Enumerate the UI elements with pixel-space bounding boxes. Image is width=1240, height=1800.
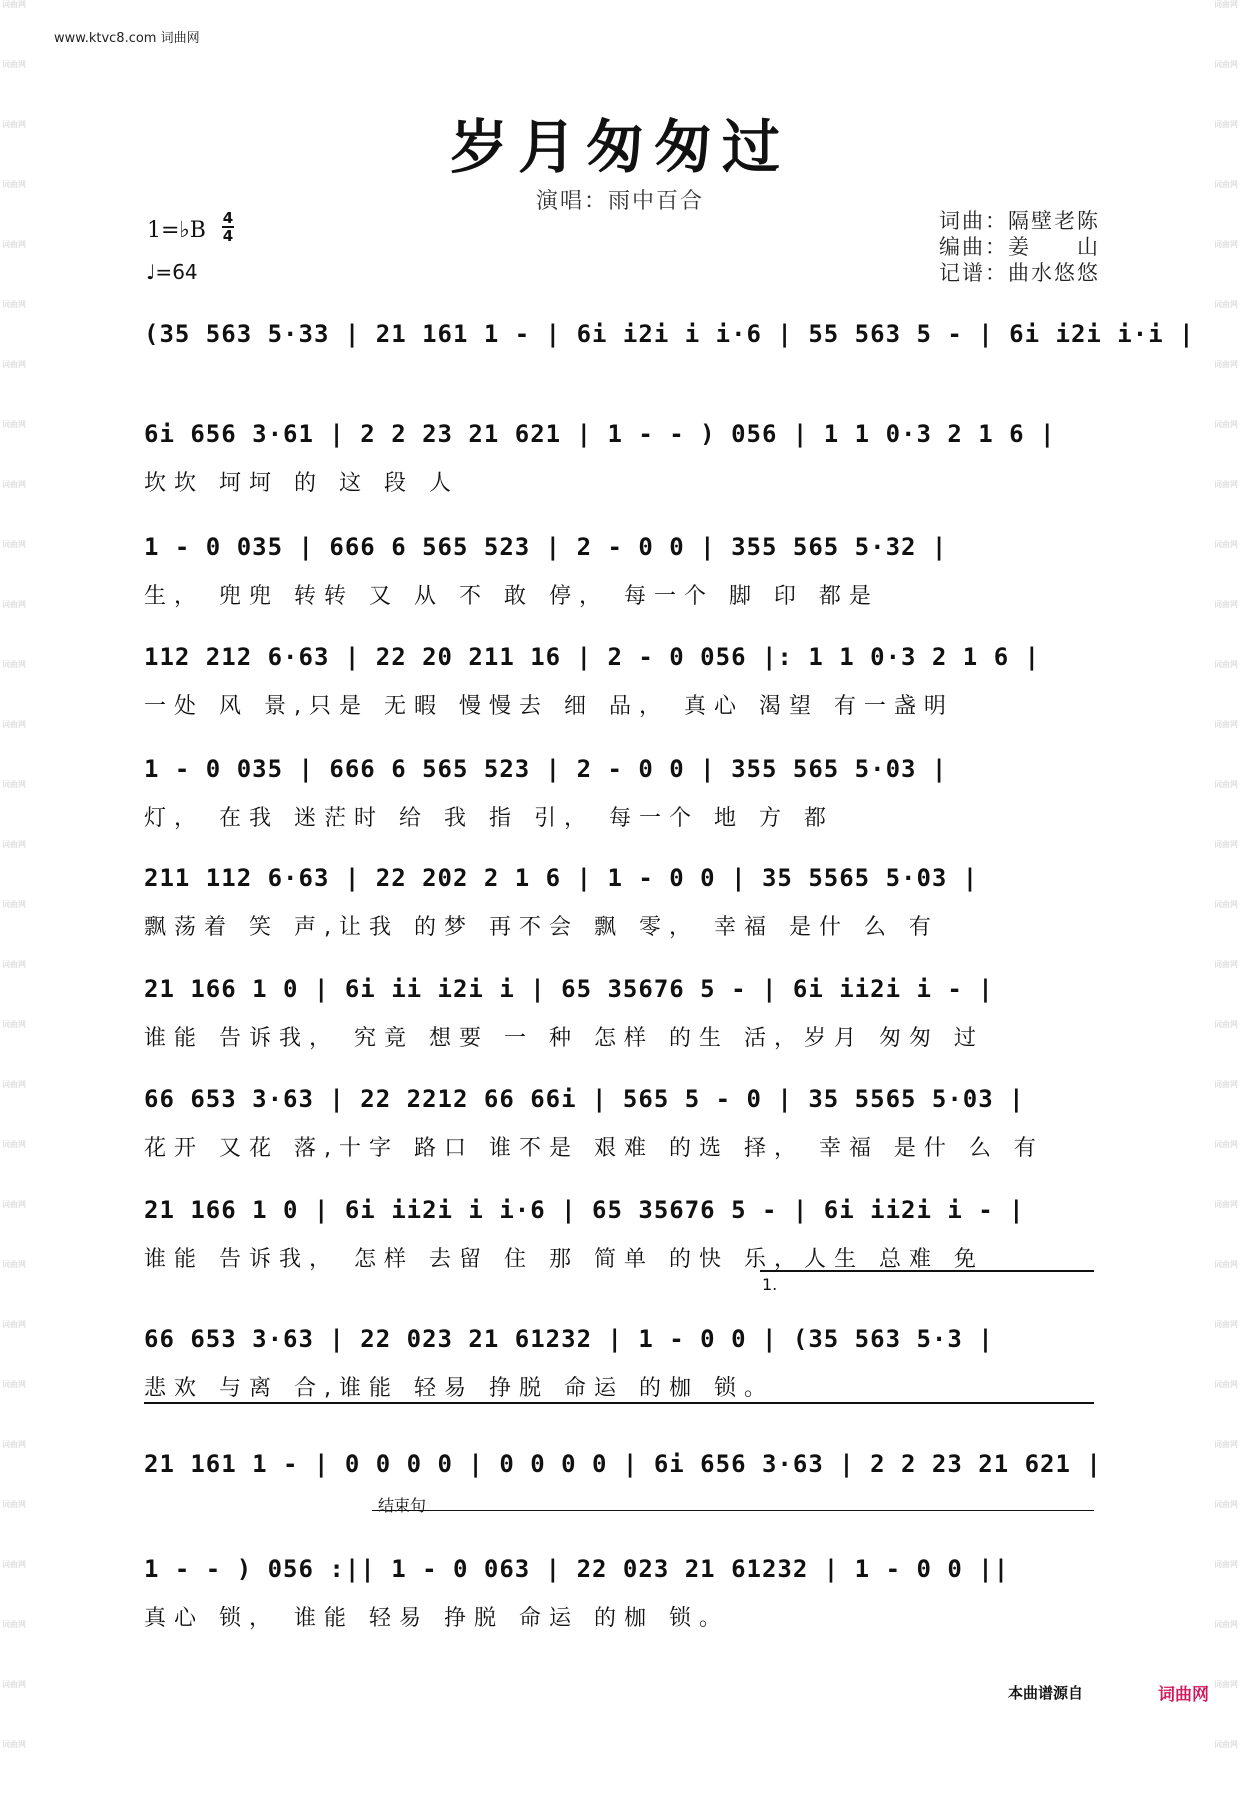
watermark-text: 词曲网 bbox=[2, 960, 26, 969]
watermark-text: 词曲网 bbox=[2, 0, 26, 9]
singer-credit: 演唱：雨中百合 bbox=[535, 189, 704, 214]
tempo-marking: ♩=64 bbox=[146, 260, 198, 284]
ending-label: 结束句 bbox=[378, 1496, 427, 1515]
watermark-text: 词曲网 bbox=[1214, 480, 1238, 489]
watermark-text: 词曲网 bbox=[2, 780, 26, 789]
time-sig-top: 4 bbox=[222, 209, 234, 227]
watermark-text: 词曲网 bbox=[1214, 840, 1238, 849]
watermark-text: 词曲网 bbox=[1214, 420, 1238, 429]
source-label: 本曲谱源自 bbox=[1008, 1684, 1084, 1702]
source-site: 词曲网 bbox=[1158, 1685, 1209, 1705]
notation-row: (35 563 5·33 | 21 161 1 - | 6i i2i i i·6 | 55 563 5 - | 6i i2i i·i | bbox=[144, 320, 1195, 348]
watermark-text: 词曲网 bbox=[1214, 1740, 1238, 1749]
lyrics-row: 一处 风 景,只是 无暇 慢慢去 细 品， 真心 渴望 有一盏明 bbox=[144, 694, 954, 719]
notation-row: 211 112 6·63 | 22 202 2 1 6 | 1 - 0 0 | 35 5565 5·03 | bbox=[144, 864, 979, 892]
volta-label: 1. bbox=[762, 1275, 778, 1294]
watermark-text: 词曲网 bbox=[1214, 120, 1238, 129]
credit-lyrics-music: 词曲：隔壁老陈 bbox=[939, 209, 1100, 233]
watermark-text: 词曲网 bbox=[1214, 300, 1238, 309]
watermark-text: 词曲网 bbox=[1214, 1020, 1238, 1029]
lyrics-row: 生， 兜兜 转转 又 从 不 敢 停， 每一个 脚 印 都是 bbox=[144, 584, 879, 609]
watermark-text: 词曲网 bbox=[1214, 1200, 1238, 1209]
watermark-text: 词曲网 bbox=[2, 660, 26, 669]
watermark-text: 词曲网 bbox=[2, 1080, 26, 1089]
lyrics-row: 飘荡着 笑 声,让我 的梦 再不会 飘 零， 幸福 是什 么 有 bbox=[144, 915, 939, 940]
watermark-text: 词曲网 bbox=[2, 240, 26, 249]
watermark-text: 词曲网 bbox=[1214, 780, 1238, 789]
watermark-text: 词曲网 bbox=[2, 1380, 26, 1389]
notation-row: 6i 656 3·61 | 2 2 23 21 621 | 1 - - ) 056 | 1 1 0·3 2 1 6 | bbox=[144, 420, 1056, 448]
watermark-text: 词曲网 bbox=[2, 300, 26, 309]
watermark-text: 词曲网 bbox=[2, 540, 26, 549]
watermark-text: 词曲网 bbox=[2, 600, 26, 609]
lyrics-row: 坎坎 坷坷 的 这 段 人 bbox=[144, 471, 459, 496]
watermark-text: 词曲网 bbox=[2, 900, 26, 909]
watermark-text: 词曲网 bbox=[1214, 1560, 1238, 1569]
credit-transcriber: 记谱：曲水悠悠 bbox=[939, 261, 1100, 285]
time-sig-bottom: 4 bbox=[222, 227, 234, 245]
watermark-text: 词曲网 bbox=[1214, 1440, 1238, 1449]
watermark-text: 词曲网 bbox=[2, 1680, 26, 1689]
watermark-text: 词曲网 bbox=[2, 1560, 26, 1569]
watermark-text: 词曲网 bbox=[1214, 600, 1238, 609]
watermark-text: 词曲网 bbox=[1214, 240, 1238, 249]
key-signature: 1=♭B bbox=[147, 218, 206, 243]
watermark-text: 词曲网 bbox=[2, 840, 26, 849]
watermark-text: 词曲网 bbox=[1214, 1380, 1238, 1389]
notation-row: 21 166 1 0 | 6i ii2i i i·6 | 65 35676 5 - | 6i ii2i i - | bbox=[144, 1196, 1025, 1224]
time-signature bbox=[222, 210, 234, 244]
notation-row: 66 653 3·63 | 22 2212 66 66i | 565 5 - 0 | 35 5565 5·03 | bbox=[144, 1085, 1025, 1113]
credit-arranger: 编曲：姜 山 bbox=[939, 235, 1100, 259]
watermark-text: 词曲网 bbox=[2, 480, 26, 489]
notation-row: 21 161 1 - | 0 0 0 0 | 0 0 0 0 | 6i 656 3·63 | 2 2 23 21 621 | bbox=[144, 1450, 1102, 1478]
watermark-text: 词曲网 bbox=[2, 1200, 26, 1209]
watermark-text: 词曲网 bbox=[1214, 1080, 1238, 1089]
watermark-text: 词曲网 bbox=[1214, 1140, 1238, 1149]
watermark-text: 词曲网 bbox=[2, 60, 26, 69]
notation-row: 1 - 0 035 | 666 6 565 523 | 2 - 0 0 | 355 565 5·32 | bbox=[144, 533, 948, 561]
watermark-text: 词曲网 bbox=[2, 120, 26, 129]
credits-block bbox=[939, 208, 1100, 286]
lyrics-row: 灯， 在我 迷茫时 给 我 指 引， 每一个 地 方 都 bbox=[144, 806, 834, 831]
notation-row: 1 - - ) 056 :|| 1 - 0 063 | 22 023 21 61232 | 1 - 0 0 || bbox=[144, 1555, 1010, 1583]
notation-row: 112 212 6·63 | 22 20 211 16 | 2 - 0 056 |: 1 1 0·3 2 1 6 | bbox=[144, 643, 1041, 671]
watermark-text: 词曲网 bbox=[1214, 180, 1238, 189]
watermark-text: 词曲网 bbox=[1214, 60, 1238, 69]
watermark-text: 词曲网 bbox=[2, 1320, 26, 1329]
watermark-right bbox=[1214, 0, 1238, 1749]
watermark-text: 词曲网 bbox=[1214, 1260, 1238, 1269]
watermark-text: 词曲网 bbox=[1214, 540, 1238, 549]
watermark-text: 词曲网 bbox=[2, 360, 26, 369]
watermark-text: 词曲网 bbox=[2, 1020, 26, 1029]
lyrics-row: 真心 锁， 谁能 轻易 挣脱 命运 的枷 锁。 bbox=[144, 1606, 729, 1631]
watermark-text: 词曲网 bbox=[1214, 0, 1238, 9]
watermark-text: 词曲网 bbox=[1214, 1680, 1238, 1689]
watermark-text: 词曲网 bbox=[1214, 1500, 1238, 1509]
watermark-text: 词曲网 bbox=[1214, 900, 1238, 909]
watermark-text: 词曲网 bbox=[2, 720, 26, 729]
song-title: 岁月匆匆过 bbox=[449, 113, 790, 181]
watermark-text: 词曲网 bbox=[2, 1740, 26, 1749]
notation-row: 21 166 1 0 | 6i ii i2i i | 65 35676 5 - | 6i ii2i i - | bbox=[144, 975, 994, 1003]
watermark-text: 词曲网 bbox=[1214, 1620, 1238, 1629]
watermark-text: 词曲网 bbox=[2, 1440, 26, 1449]
watermark-text: 词曲网 bbox=[2, 420, 26, 429]
watermark-text: 词曲网 bbox=[2, 1620, 26, 1629]
lyrics-row: 悲欢 与离 合,谁能 轻易 挣脱 命运 的枷 锁。 bbox=[144, 1376, 774, 1401]
watermark-text: 词曲网 bbox=[1214, 360, 1238, 369]
notation-row: 1 - 0 035 | 666 6 565 523 | 2 - 0 0 | 355 565 5·03 | bbox=[144, 755, 948, 783]
watermark-text: 词曲网 bbox=[1214, 1320, 1238, 1329]
notation-row: 66 653 3·63 | 22 023 21 61232 | 1 - 0 0 | (35 563 5·3 | bbox=[144, 1325, 994, 1353]
watermark-text: 词曲网 bbox=[1214, 660, 1238, 669]
watermark-text: 词曲网 bbox=[2, 1260, 26, 1269]
lyrics-row: 花开 又花 落,十字 路口 谁不是 艰难 的选 择， 幸福 是什 么 有 bbox=[144, 1136, 1044, 1161]
watermark-text: 词曲网 bbox=[1214, 960, 1238, 969]
watermark-text: 词曲网 bbox=[2, 1140, 26, 1149]
lyrics-row: 谁能 告诉我， 究竟 想要 一 种 怎样 的生 活，岁月 匆匆 过 bbox=[144, 1026, 984, 1051]
watermark-text: 词曲网 bbox=[1214, 720, 1238, 729]
watermark-text: 词曲网 bbox=[2, 180, 26, 189]
site-url: www.ktvc8.com 词曲网 bbox=[54, 31, 200, 46]
watermark-text: 词曲网 bbox=[2, 1500, 26, 1509]
watermark-left bbox=[2, 0, 26, 1749]
lyrics-row: 谁能 告诉我， 怎样 去留 住 那 简单 的快 乐，人生 总难 免 bbox=[144, 1247, 984, 1272]
